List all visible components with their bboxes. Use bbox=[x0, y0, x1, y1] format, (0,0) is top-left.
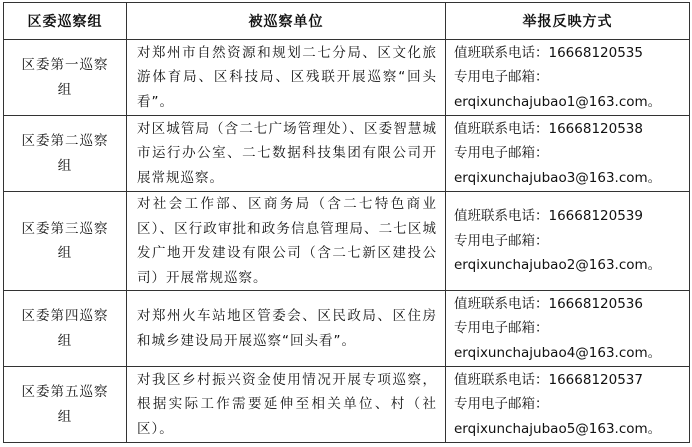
inspected-units: 对社会工作部、区商务局（含二七特色商业区）、区行政审批和政务信息管理局、二七区城发广地开发建设有限公司（含二七新区建投公司）开展常规巡察。 bbox=[127, 192, 446, 291]
inspected-units: 对郑州火车站地区管委会、区民政局、区住房和城乡建设局开展巡察“回头看”。 bbox=[127, 291, 446, 367]
email-address: erqixunchajubao3@163.com。 bbox=[454, 169, 662, 186]
phone-label: 值班联系电话： bbox=[454, 44, 549, 61]
table-row bbox=[4, 192, 690, 291]
header-contact: 举报反映方式 bbox=[446, 3, 690, 40]
phone-number: 16668120538 bbox=[548, 120, 643, 137]
group-name: 区委第四巡察组 bbox=[21, 308, 109, 349]
table-row bbox=[4, 291, 690, 367]
phone-label: 值班联系电话： bbox=[454, 371, 549, 388]
table-row bbox=[4, 116, 690, 192]
phone-number: 16668120539 bbox=[548, 208, 643, 225]
email-label: 专用电子邮箱： bbox=[454, 69, 549, 86]
email-label: 专用电子邮箱： bbox=[454, 145, 549, 162]
phone-number: 16668120537 bbox=[548, 371, 643, 388]
email-address: erqixunchajubao1@163.com。 bbox=[454, 93, 662, 110]
email-address: erqixunchajubao2@163.com。 bbox=[454, 257, 662, 274]
group-name: 区委第五巡察组 bbox=[21, 384, 109, 425]
table-row bbox=[4, 40, 690, 116]
email-address: erqixunchajubao5@163.com。 bbox=[454, 420, 662, 437]
phone-label: 值班联系电话： bbox=[454, 120, 549, 137]
header-unit: 被巡察单位 bbox=[127, 3, 446, 40]
phone-label: 值班联系电话： bbox=[454, 295, 549, 312]
header-group: 区委巡察组 bbox=[4, 3, 127, 40]
contact-info bbox=[446, 116, 690, 192]
email-address: erqixunchajubao4@163.com。 bbox=[454, 344, 662, 361]
email-label: 专用电子邮箱： bbox=[454, 320, 549, 337]
group-name: 区委第一巡察组 bbox=[21, 57, 109, 98]
inspected-units: 对郑州市自然资源和规划二七分局、区文化旅游体育局、区科技局、区残联开展巡察“回头看”。 bbox=[127, 40, 446, 116]
phone-number: 16668120535 bbox=[548, 44, 643, 61]
group-name: 区委第三巡察组 bbox=[21, 220, 109, 261]
email-label: 专用电子邮箱： bbox=[454, 232, 549, 249]
inspection-table bbox=[3, 2, 690, 443]
table-header-row bbox=[4, 3, 690, 40]
phone-number: 16668120536 bbox=[548, 295, 643, 312]
contact-info bbox=[446, 192, 690, 291]
contact-info bbox=[446, 367, 690, 443]
contact-info bbox=[446, 40, 690, 116]
contact-info bbox=[446, 291, 690, 367]
table-row bbox=[4, 367, 690, 443]
inspected-units: 对我区乡村振兴资金使用情况开展专项巡察，根据实际工作需要延伸至相关单位、村（社区）。 bbox=[127, 367, 446, 443]
email-label: 专用电子邮箱： bbox=[454, 396, 549, 413]
phone-label: 值班联系电话： bbox=[454, 208, 549, 225]
inspected-units: 对区城管局（含二七广场管理处）、区委智慧城市运行办公室、二七数据科技集团有限公司开展常规巡察。 bbox=[127, 116, 446, 192]
group-name: 区委第二巡察组 bbox=[21, 133, 109, 174]
